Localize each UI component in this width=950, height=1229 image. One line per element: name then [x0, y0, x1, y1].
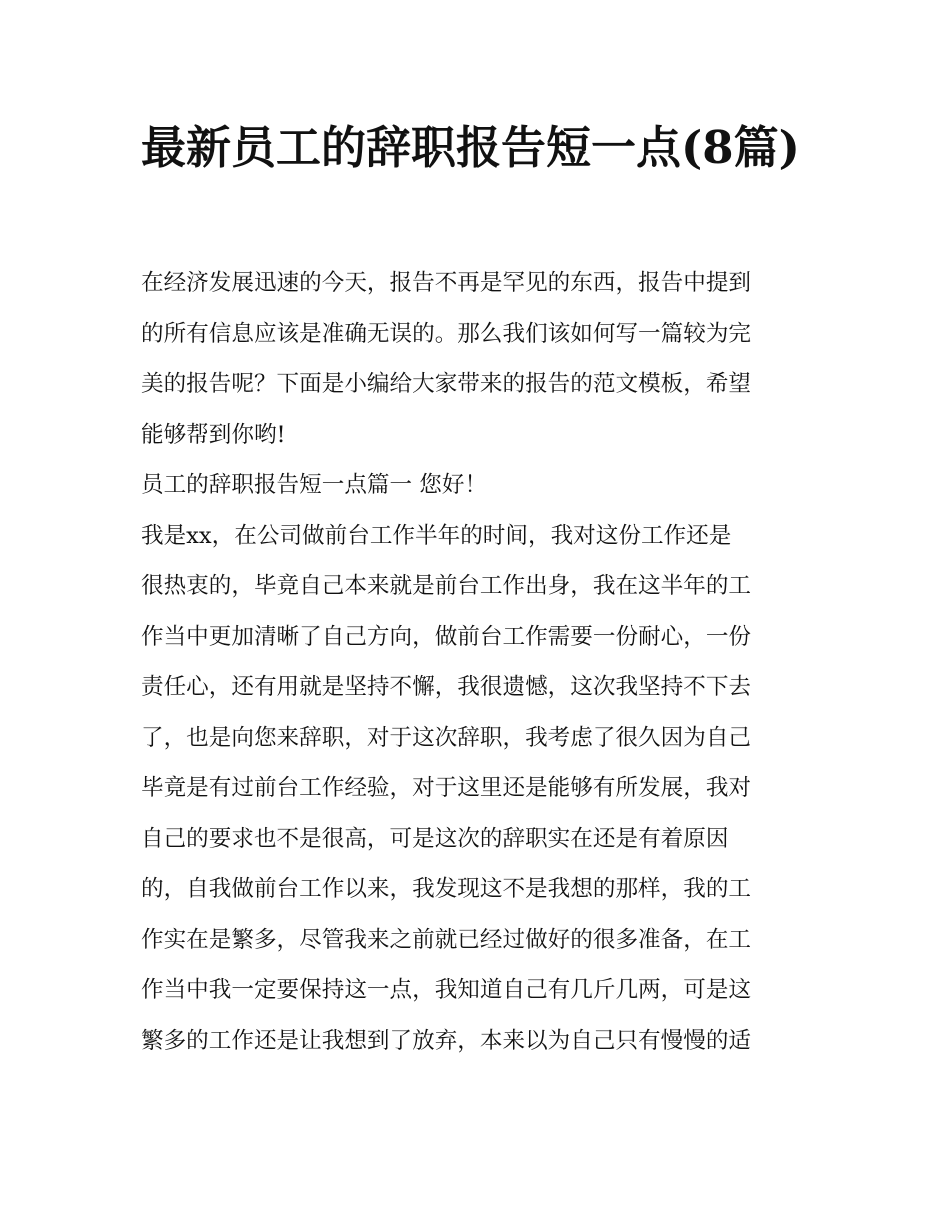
- paragraph-line: 在经济发展迅速的今天，报告不再是罕见的东西，报告中提到: [141, 270, 752, 296]
- paragraph-line: 毕竟是有过前台工作经验，对于这里还是能够有所发展，我对: [141, 775, 752, 801]
- body-paragraph: [141, 511, 813, 1067]
- paragraph-line: 自己的要求也不是很高，可是这次的辞职实在还是有着原因: [141, 825, 729, 852]
- document-content: [141, 118, 813, 1066]
- paragraph-line: 责任心，还有用就是坚持不懈，我很遗憾，这次我坚持不下去: [141, 674, 752, 700]
- paragraph-line: 作当中更加清晰了自己方向，做前台工作需要一份耐心，一份: [141, 623, 752, 650]
- paragraph-line: 很热衷的，毕竟自己本来就是前台工作出身，我在这半年的工: [141, 573, 752, 599]
- paragraph-line: 了，也是向您来辞职，对于这次辞职，我考虑了很久因为自己: [141, 724, 752, 751]
- section-heading: [141, 460, 813, 511]
- paragraph-line: 繁多的工作还是让我想到了放弃，本来以为自己只有慢慢的适: [141, 1027, 752, 1054]
- paragraph-line: 作当中我一定要保持这一点，我知道自己有几斤几两，可是这: [141, 977, 752, 1003]
- intro-paragraph: [141, 258, 813, 460]
- paragraph-line: 能够帮到你哟!: [141, 421, 286, 448]
- paragraph-line: 我是xx，在公司做前台工作半年的时间，我对这份工作还是: [141, 522, 732, 549]
- paragraph-line: 的，自我做前台工作以来，我发现这不是我想的那样，我的工: [141, 876, 752, 902]
- paragraph-line: 作实在是繁多，尽管我来之前就已经过做好的很多准备，在工: [141, 926, 752, 953]
- document-title: 最新员工的辞职报告短一点(8篇): [141, 121, 800, 174]
- section-heading-text: 员工的辞职报告短一点篇一 您好！: [141, 472, 488, 498]
- paragraph-line: 美的报告呢？下面是小编给大家带来的报告的范文模板，希望: [141, 371, 752, 397]
- paragraph-line: 的所有信息应该是准确无误的。那么我们该如何写一篇较为完: [141, 320, 752, 347]
